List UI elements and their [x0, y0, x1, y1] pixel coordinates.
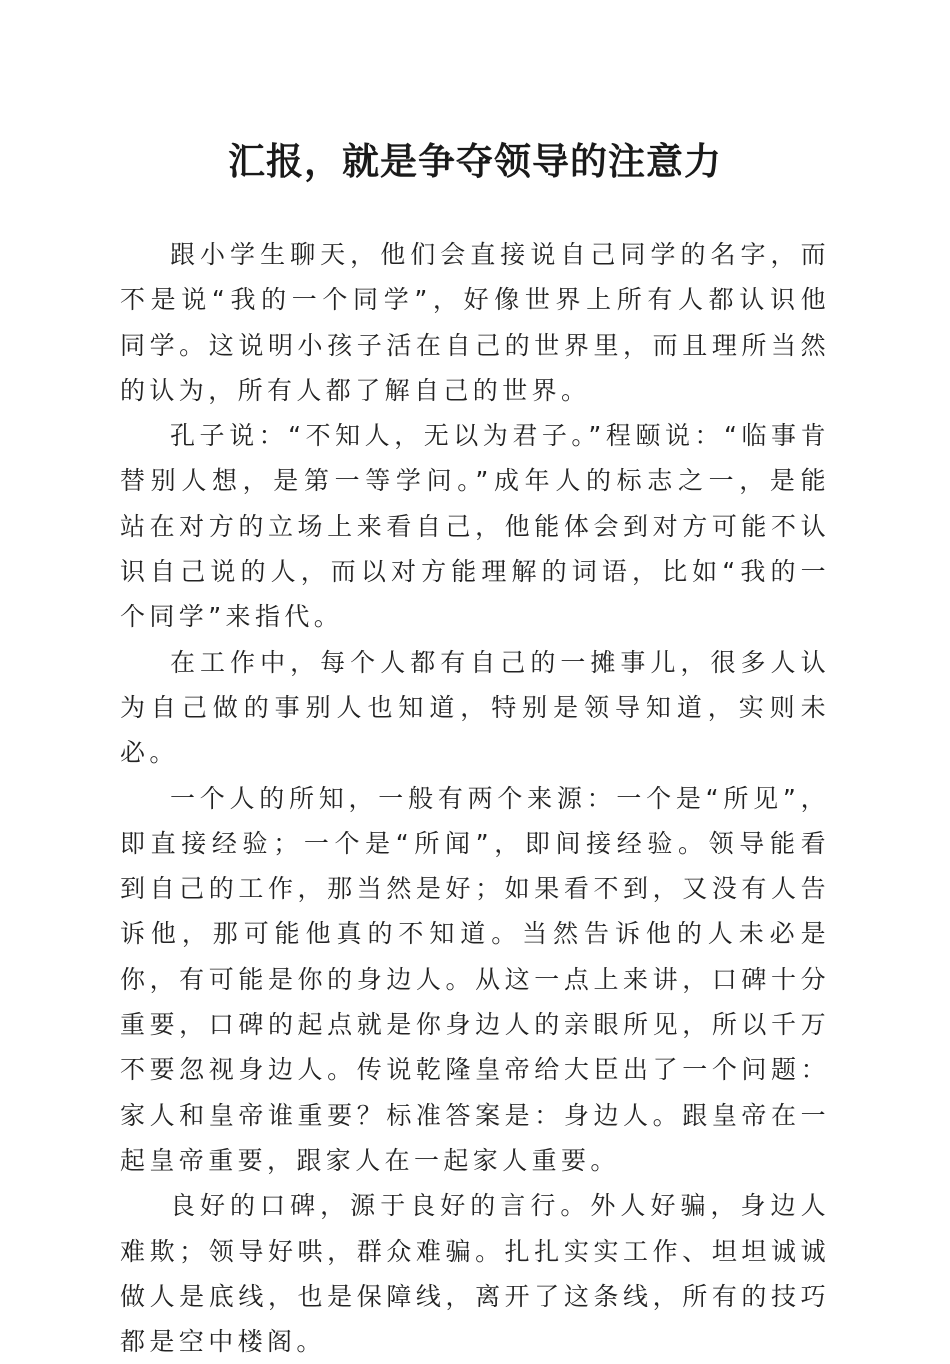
paragraph: 孔子说：“不知人，无以为君子。”程颐说：“临事肯替别人想，是第一等学问。”成年人的标志之一，是能站在对方的立场上来看自己，他能体会到对方可能不认识自己说的人，而以对方能理解的词语，比如“我的一个同学”来指代。	[120, 421, 830, 632]
document-body	[120, 232, 830, 1364]
paragraph: 跟小学生聊天，他们会直接说自己同学的名字，而不是说“我的一个同学”，好像世界上所有人都认识他同学。这说明小孩子活在自己的世界里，而且理所当然的认为，所有人都了解自己的世界。	[120, 240, 830, 405]
paragraph: 在工作中，每个人都有自己的一摊事儿，很多人认为自己做的事别人也知道，特别是领导知道，实则未必。	[120, 647, 830, 768]
paragraph: 良好的口碑，源于良好的言行。外人好骗，身边人难欺；领导好哄，群众难骗。扎扎实实工作、坦坦诚诚做人是底线，也是保障线，离开了这条线，所有的技巧都是空中楼阁。	[120, 1191, 830, 1357]
document-title: 汇报，就是争夺领导的注意力	[228, 139, 722, 183]
paragraph: 一个人的所知，一般有两个来源：一个是“所见”，即直接经验；一个是“所闻”，即间接经验。领导能看到自己的工作，那当然是好；如果看不到，又没有人告诉他，那可能他真的不知道。当然告诉他的人未必是你，有可能是你的身边人。从这一点上来讲，口碑十分重要，口碑的起点就是你身边人的亲眼所见，所以千万不要忽视身边人。传说乾隆皇帝给大臣出了一个问题：家人和皇帝谁重要？标准答案是：身边人。跟皇帝在一起皇帝重要，跟家人在一起家人重要。	[120, 783, 830, 1175]
